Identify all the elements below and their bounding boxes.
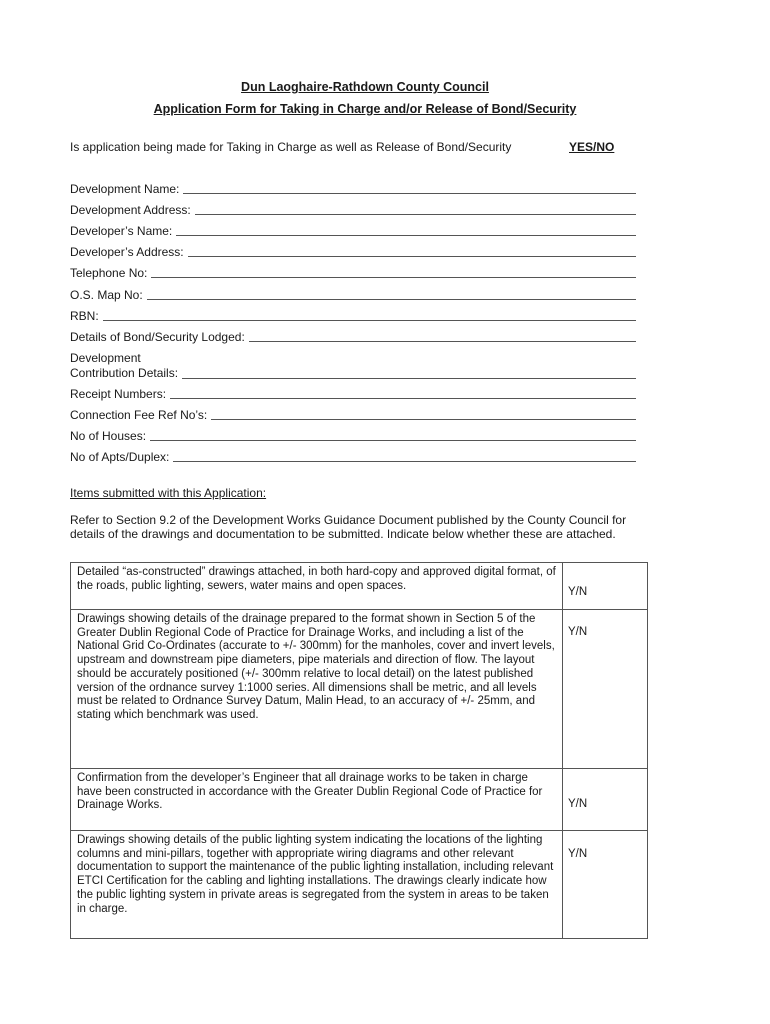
field-label [70,351,182,381]
field-label-line1: Development [70,351,141,365]
item-answer-cell[interactable] [563,563,648,610]
field-label: RBN: [70,309,99,323]
field-input-line[interactable] [195,203,636,215]
field-label: O.S. Map No: [70,288,143,302]
field-label: Telephone No: [70,266,148,280]
houses-field[interactable] [70,429,636,443]
council-title: Dun Laoghaire-Rathdown County Council [241,80,489,94]
yes-no-option[interactable]: YES/NO [569,140,615,154]
item-description: Confirmation from the developer’s Engineer that all drainage works to be taken in charge have been constructed in accordance with the Greater Dublin Regional Code of Practice for Drainage Works. [71,769,563,831]
application-question: Is application being made for Taking in Charge as well as Release of Bond/Security [70,140,512,154]
table-row [71,610,648,769]
item-answer-cell[interactable] [563,831,648,939]
field-input-line[interactable] [183,182,636,194]
item-answer[interactable]: Y/N [568,626,588,638]
field-label: Receipt Numbers: [70,387,167,401]
field-input-line[interactable] [103,309,636,321]
item-answer-cell[interactable] [563,769,648,831]
field-label: Connection Fee Ref No’s: [70,408,208,422]
items-intro: Refer to Section 9.2 of the Development Works Guidance Document published by the County Council for details of the drawings and documentation to be submitted. Indicate below whether these are attached. [70,513,627,541]
contribution-details-field[interactable] [70,351,636,381]
field-label: Developer’s Name: [70,224,173,238]
item-answer-cell[interactable] [563,610,648,769]
apts-duplex-field[interactable] [70,450,636,464]
items-heading: Items submitted with this Application: [70,486,267,500]
field-label: No of Apts/Duplex: [70,450,170,464]
item-answer[interactable]: Y/N [568,797,588,810]
development-name-field[interactable] [70,182,636,196]
receipt-numbers-field[interactable] [70,387,636,401]
field-input-line[interactable] [188,245,636,257]
developer-address-field[interactable] [70,245,636,259]
field-label: Details of Bond/Security Lodged: [70,330,245,344]
bond-details-field[interactable] [70,330,636,344]
developer-name-field[interactable] [70,224,636,238]
field-input-line[interactable] [173,450,636,462]
item-description: Detailed “as-constructed” drawings attached, in both hard-copy and approved digital format, of the roads, public lighting, sewers, water mains and open spaces. [71,563,563,610]
field-input-line[interactable] [150,429,636,441]
item-answer[interactable]: Y/N [568,848,588,860]
table-row [71,831,648,939]
items-table [70,562,648,939]
item-description: Drawings showing details of the public lighting system indicating the locations of the lighting columns and mini-pillars, together with appropriate wiring diagrams and other relevant documentation to support the maintenance of the public lighting installation, including relevant ETCI Certification for the cabling and lighting installations. The drawings clearly indicate how the public lighting system in private areas is segregated from the system in areas to be taken in charge. [71,831,563,939]
item-description: Drawings showing details of the drainage prepared to the format shown in Section 5 of the Greater Dublin Regional Code of Practice for Drainage Works, and including a list of the National Grid Co-Ordinates (accurate to +/- 300mm) for the manholes, cover and invert levels, upstream and downstream pipe diameters, pipe materials and direction of flow. The layout should be accurately positioned (+/- 300mm relative to local detail) on the latest published version of the ordnance survey 1:1000 series. All dimensions shall be metric, and all levels must be related to Ordnance Survey Datum, Malin Head, to an accuracy of +/- 25mm, and stating which benchmark was used. [71,610,563,769]
field-label: Development Address: [70,203,191,217]
form-title: Application Form for Taking in Charge and/or Release of Bond/Security [153,102,577,116]
field-label: Development Name: [70,182,180,196]
development-address-field[interactable] [70,203,636,217]
telephone-field[interactable] [70,266,636,280]
rbn-field[interactable] [70,309,636,323]
field-input-line[interactable] [151,266,636,278]
field-input-line[interactable] [147,288,636,300]
field-label-line2: Contribution Details: [70,366,179,380]
table-row [71,769,648,831]
field-input-line[interactable] [170,387,636,399]
field-label: Developer’s Address: [70,245,184,259]
table-row [71,563,648,610]
item-answer[interactable]: Y/N [568,586,588,598]
field-input-line[interactable] [176,224,636,236]
field-input-line[interactable] [249,330,636,342]
field-label: No of Houses: [70,429,147,443]
field-input-line[interactable] [211,408,636,420]
field-input-line[interactable] [182,367,636,379]
connection-fee-field[interactable] [70,408,636,422]
os-map-field[interactable] [70,288,636,302]
